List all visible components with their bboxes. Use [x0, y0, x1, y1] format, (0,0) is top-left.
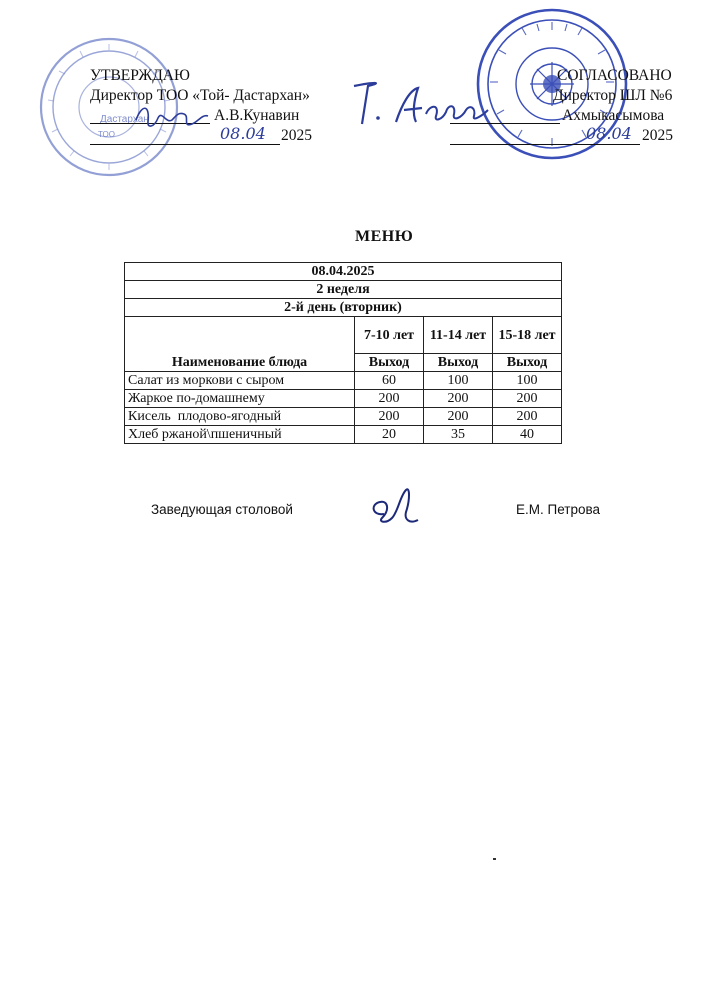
approve-name: А.В.Кунавин: [214, 107, 300, 124]
agree-name: Ахмыкасымова: [562, 107, 665, 124]
agree-sign-line: [450, 123, 560, 124]
output-label-15-18: Выход: [493, 354, 562, 372]
menu-day-row: [125, 299, 562, 317]
menu-week-row: [125, 281, 562, 299]
dish-output: 200: [493, 390, 562, 408]
output-label-11-14: Выход: [424, 354, 493, 372]
agree-position: Директор ШЛ №6: [553, 87, 673, 104]
agree-title: СОГЛАСОВАНО: [557, 67, 672, 84]
age-group-7-10: 7-10 лет: [355, 317, 424, 354]
menu-date: 08.04.2025: [125, 263, 562, 281]
menu-col-dish: Наименование блюда: [125, 317, 355, 372]
menu-table: [124, 262, 562, 444]
table-row: [125, 408, 562, 426]
dish-name: Салат из моркови с сыром: [125, 372, 355, 390]
dish-output: 60: [355, 372, 424, 390]
document-title: МЕНЮ: [355, 228, 414, 245]
dish-name: Кисель плодово-ягодный: [125, 408, 355, 426]
dish-output: 40: [493, 426, 562, 444]
dish-output: 200: [355, 408, 424, 426]
footer-signature: [366, 484, 436, 528]
dish-output: 200: [355, 390, 424, 408]
dish-output: 200: [424, 408, 493, 426]
approve-date-handwritten: 08.04: [220, 124, 266, 143]
dish-output: 100: [493, 372, 562, 390]
dish-name: Жаркое по-домашнему: [125, 390, 355, 408]
scan-speck: [493, 858, 496, 860]
agree-year: 2025: [642, 127, 673, 144]
menu-date-row: [125, 263, 562, 281]
dish-output: 200: [424, 390, 493, 408]
age-group-15-18: 15-18 лет: [493, 317, 562, 354]
left-seal-label-1: Дастархан: [100, 114, 149, 125]
age-group-11-14: 11-14 лет: [424, 317, 493, 354]
output-label-7-10: Выход: [355, 354, 424, 372]
approve-title: УТВЕРЖДАЮ: [90, 67, 190, 84]
approve-position: Директор ТОО «Той- Дастархан»: [90, 87, 310, 104]
dish-output: 200: [493, 408, 562, 426]
table-row: [125, 390, 562, 408]
footer-name: Е.М. Петрова: [516, 502, 600, 517]
approve-year: 2025: [281, 127, 312, 144]
left-seal-label-2: ТОО: [98, 130, 115, 139]
table-row: [125, 372, 562, 390]
approve-signature: [132, 98, 212, 134]
agree-date-handwritten: 08.04: [586, 124, 632, 143]
dish-output: 20: [355, 426, 424, 444]
menu-day: 2-й день (вторник): [125, 299, 562, 317]
menu-week: 2 неделя: [125, 281, 562, 299]
dish-output: 100: [424, 372, 493, 390]
table-row: [125, 426, 562, 444]
footer-role: Заведующая столовой: [151, 502, 293, 517]
dish-name: Хлеб ржаной\пшеничный: [125, 426, 355, 444]
approve-date-line: [90, 144, 280, 145]
menu-age-row: [125, 317, 562, 354]
dish-output: 35: [424, 426, 493, 444]
agree-date-line: [450, 144, 640, 145]
center-signature: [344, 74, 494, 134]
